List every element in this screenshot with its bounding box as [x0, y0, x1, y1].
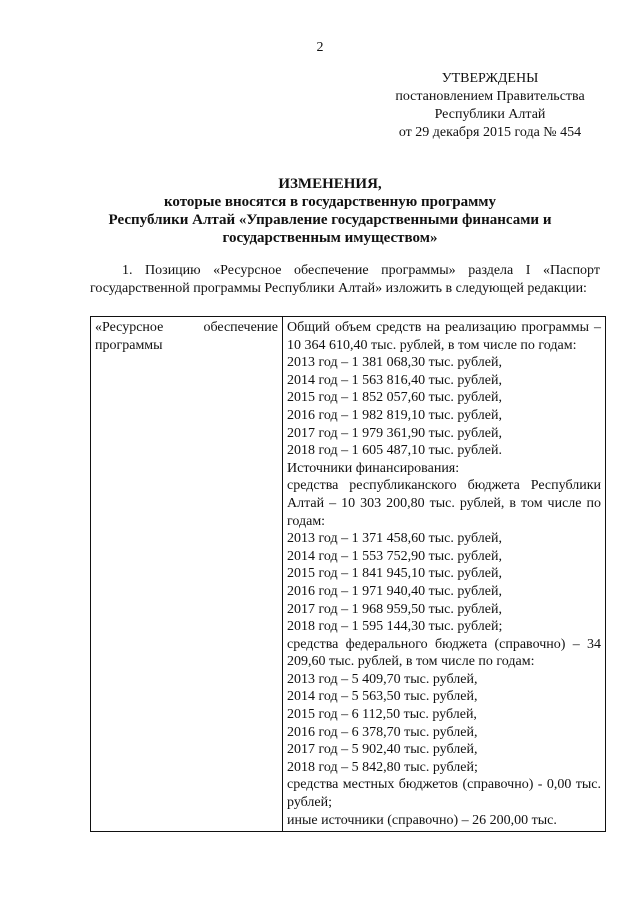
- sources-title: Источники финансирования:: [287, 460, 460, 476]
- table-label: «Ресурсное обеспечение программы: [95, 320, 278, 353]
- table-content-cell: [283, 317, 606, 832]
- heading-line-4: государственным имуществом»: [222, 230, 438, 246]
- regional-year-2015: 2015 год – 1 841 945,10 тыс. рублей,: [287, 566, 502, 582]
- heading-line-1: ИЗМЕНЕНИЯ,: [278, 176, 382, 192]
- document-heading: [90, 175, 570, 247]
- other-sources-line: иные источники (справочно) – 26 200,00 тыс.: [287, 812, 557, 828]
- federal-year-2013: 2013 год – 5 409,70 тыс. рублей,: [287, 671, 478, 687]
- resource-table: [90, 316, 606, 832]
- regional-year-2013: 2013 год – 1 371 458,60 тыс. рублей,: [287, 531, 502, 547]
- table-row: [91, 317, 606, 832]
- federal-year-2018: 2018 год – 5 842,80 тыс. рублей;: [287, 759, 478, 775]
- paragraph-1-text: 1. Позицию «Ресурсное обеспечение программы» раздела I «Паспорт государственной программы Республики Алтай» изложить в следующей редакции:: [90, 263, 600, 296]
- federal-year-2017: 2017 год – 5 902,40 тыс. рублей,: [287, 742, 478, 758]
- approval-title: УТВЕРЖДЕНЫ: [441, 71, 539, 86]
- approval-line-1: постановлением Правительства: [395, 89, 585, 104]
- local-budget-line: средства местных бюджетов (справочно) - 0,00 тыс. рублей;: [287, 777, 601, 811]
- total-year-2016: 2016 год – 1 982 819,10 тыс. рублей,: [287, 407, 502, 423]
- total-year-2013: 2013 год – 1 381 068,30 тыс. рублей,: [287, 355, 502, 371]
- paragraph-1: [90, 262, 600, 298]
- table-label-cell: [91, 317, 283, 832]
- total-intro: Общий объем средств на реализацию программы – 10 364 610,40 тыс. рублей, в том числе по годам:: [287, 320, 601, 353]
- federal-year-2015: 2015 год – 6 112,50 тыс. рублей,: [287, 707, 477, 723]
- federal-year-2014: 2014 год – 5 563,50 тыс. рублей,: [287, 689, 478, 705]
- regional-year-2018: 2018 год – 1 595 144,30 тыс. рублей;: [287, 619, 503, 635]
- total-year-2014: 2014 год – 1 563 816,40 тыс. рублей,: [287, 372, 502, 388]
- regional-year-2014: 2014 год – 1 553 752,90 тыс. рублей,: [287, 548, 502, 564]
- page-number: 2: [316, 40, 324, 55]
- heading-line-2: которые вносятся в государственную программу: [163, 194, 497, 210]
- total-year-2015: 2015 год – 1 852 057,60 тыс. рублей,: [287, 390, 502, 406]
- approval-block: [380, 70, 600, 142]
- federal-intro: средства федерального бюджета (справочно) – 34 209,60 тыс. рублей, в том числе по годам:: [287, 636, 601, 670]
- approval-line-3: от 29 декабря 2015 года № 454: [398, 125, 582, 140]
- heading-line-3: Республики Алтай «Управление государственными финансами и: [108, 212, 552, 228]
- total-year-2018: 2018 год – 1 605 487,10 тыс. рублей.: [287, 443, 502, 459]
- approval-line-2: Республики Алтай: [434, 107, 546, 122]
- regional-year-2017: 2017 год – 1 968 959,50 тыс. рублей,: [287, 601, 502, 617]
- federal-year-2016: 2016 год – 6 378,70 тыс. рублей,: [287, 724, 478, 740]
- regional-intro: средства республиканского бюджета Республики Алтай – 10 303 200,80 тыс. рублей, в том числе по годам:: [287, 478, 601, 529]
- total-year-2017: 2017 год – 1 979 361,90 тыс. рублей,: [287, 425, 502, 441]
- regional-year-2016: 2016 год – 1 971 940,40 тыс. рублей,: [287, 583, 502, 599]
